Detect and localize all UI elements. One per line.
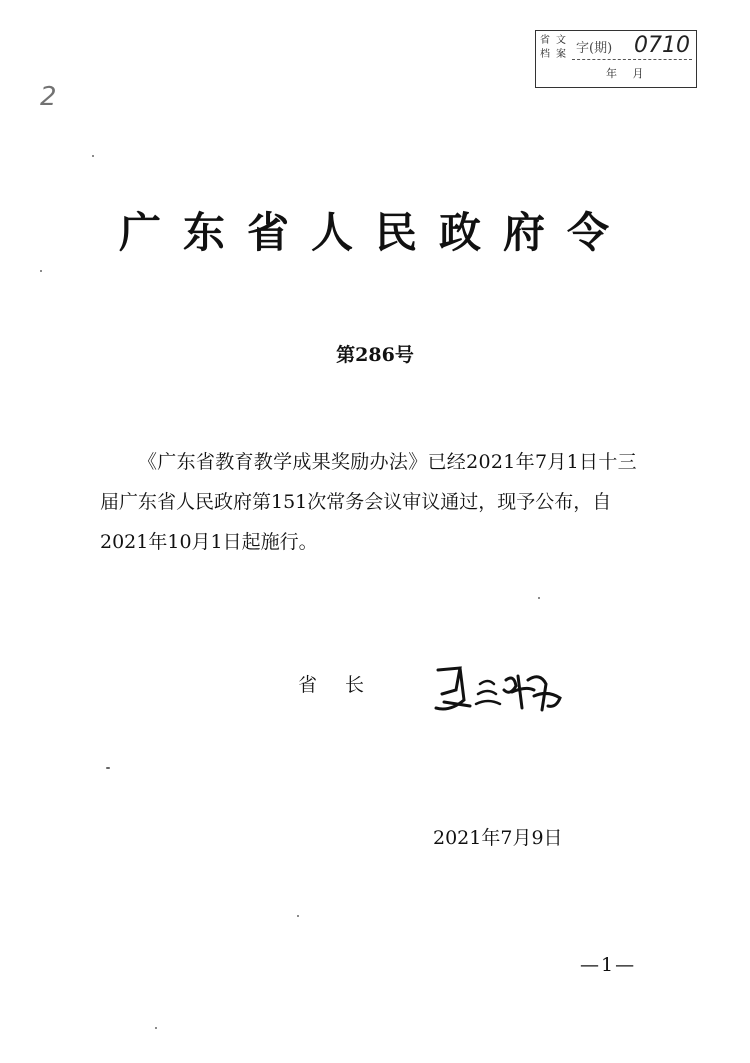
scan-speck: [155, 1027, 157, 1029]
handwritten-signature: [430, 650, 570, 730]
stamp-seal-text-2: 文案: [556, 35, 566, 60]
scan-speck: [538, 597, 540, 599]
stamp-date-row: 年 月: [606, 67, 650, 80]
scan-speck: [40, 270, 42, 272]
stamp-handwritten-number: 0710: [634, 33, 690, 58]
stamp-seal-text: 省档: [540, 35, 550, 60]
stamp-divider: [572, 59, 692, 60]
issue-date: 2021年7月9日: [433, 827, 563, 849]
body-line-2: 届广东省人民政府第151次常务会议审议通过，现予公布，自: [100, 491, 612, 513]
scan-speck: [92, 155, 94, 157]
scan-speck: [106, 767, 110, 769]
body-line-3: 2021年10月1日起施行。: [100, 531, 318, 553]
body-paragraph: [100, 442, 660, 562]
order-number: 第286号: [336, 344, 414, 366]
stamp-number-prefix: 字(期): [576, 41, 613, 56]
signer-title: 省长: [298, 674, 393, 696]
archive-stamp: [535, 30, 697, 88]
scan-speck: [297, 915, 299, 917]
document-title: 广东省人民政府令: [118, 208, 631, 257]
body-line-1: 《广东省教育教学成果奖励办法》已经2021年7月1日十三: [138, 451, 637, 473]
handwritten-corner-mark: 2: [40, 82, 63, 112]
page-number: —1—: [580, 954, 637, 976]
